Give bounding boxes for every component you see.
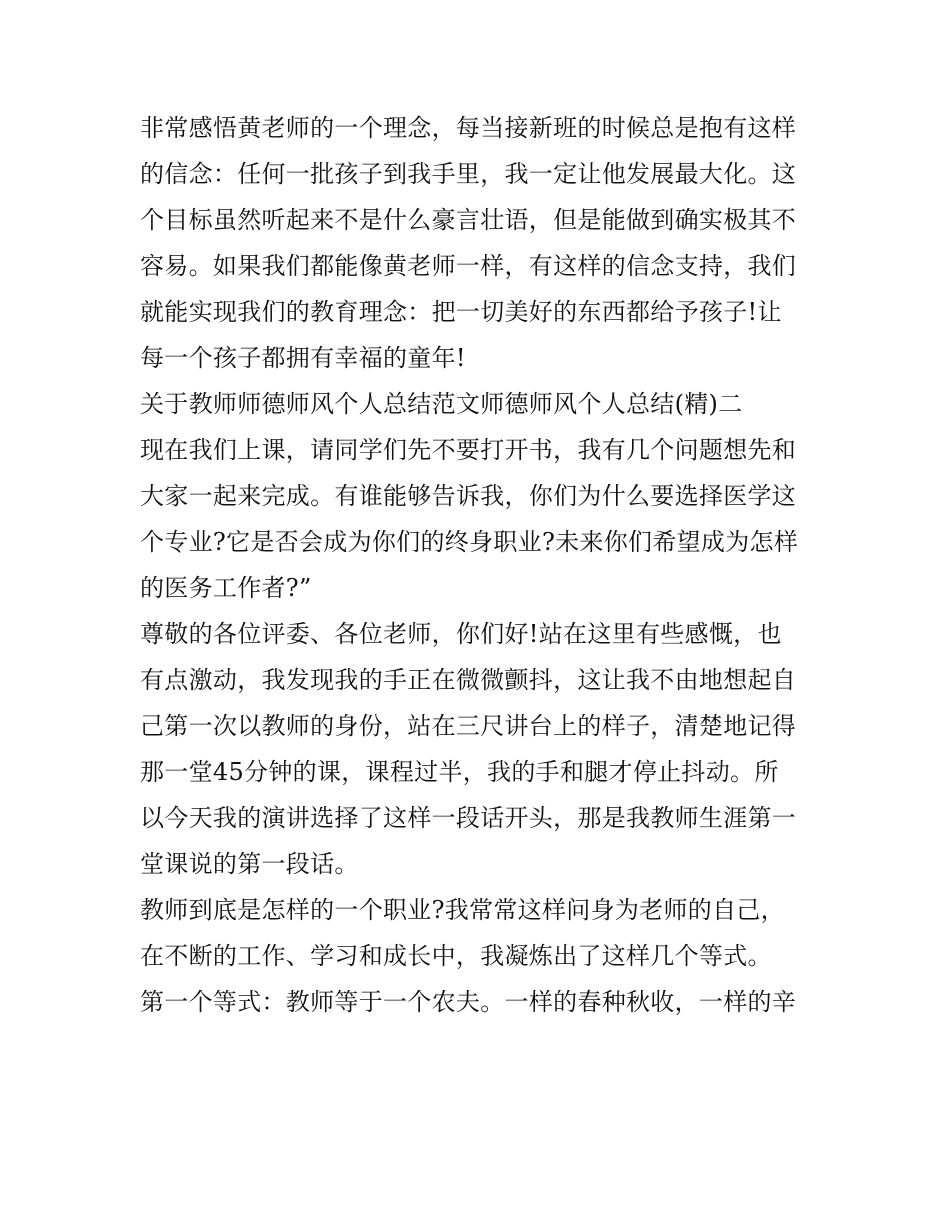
text-line: 现在我们上课，请同学们先不要打开书，我有几个问题想先和	[140, 436, 797, 464]
text-line: 每一个孩子都拥有幸福的童年!	[140, 344, 466, 372]
text-line: 非常感悟黄老师的一个理念，每当接新班的时候总是抱有这样	[140, 114, 797, 142]
document-body	[140, 108, 820, 1028]
text-line: 容易。如果我们都能像黄老师一样，有这样的信念支持，我们	[140, 252, 797, 280]
text-line: 的医务工作者?”	[140, 574, 312, 602]
section-heading: 关于教师师德师风个人总结范文师德师风个人总结(精)二	[140, 390, 743, 418]
text-line: 有点激动，我发现我的手正在微微颤抖，这让我不由地想起自	[140, 666, 797, 694]
text-line: 堂课说的第一段话。	[140, 850, 359, 878]
text-line: 那一堂45分钟的课，课程过半，我的手和腿才停止抖动。所	[140, 758, 779, 786]
text-line: 大家一起来完成。有谁能够告诉我，你们为什么要选择医学这	[140, 482, 797, 510]
text-line: 个专业?它是否会成为你们的终身职业?未来你们希望成为怎样	[140, 528, 799, 556]
text-line: 以今天我的演讲选择了这样一段话开头，那是我教师生涯第一	[140, 804, 797, 832]
text-line: 的信念：任何一批孩子到我手里，我一定让他发展最大化。这	[140, 160, 797, 188]
text-line: 个目标虽然听起来不是什么豪言壮语，但是能做到确实极其不	[140, 206, 797, 234]
text-line: 尊敬的各位评委、各位老师，你们好!站在这里有些感慨，也	[140, 620, 782, 648]
text-line: 就能实现我们的教育理念：把一切美好的东西都给予孩子!让	[140, 298, 782, 326]
text-line: 己第一次以教师的身份，站在三尺讲台上的样子，清楚地记得	[140, 712, 797, 740]
text-line: 在不断的工作、学习和成长中，我凝炼出了这样几个等式。	[140, 942, 772, 970]
text-line: 第一个等式：教师等于一个农夫。一样的春种秋收，一样的辛	[140, 988, 797, 1016]
text-line: 教师到底是怎样的一个职业?我常常这样问身为老师的自己，	[140, 896, 785, 924]
